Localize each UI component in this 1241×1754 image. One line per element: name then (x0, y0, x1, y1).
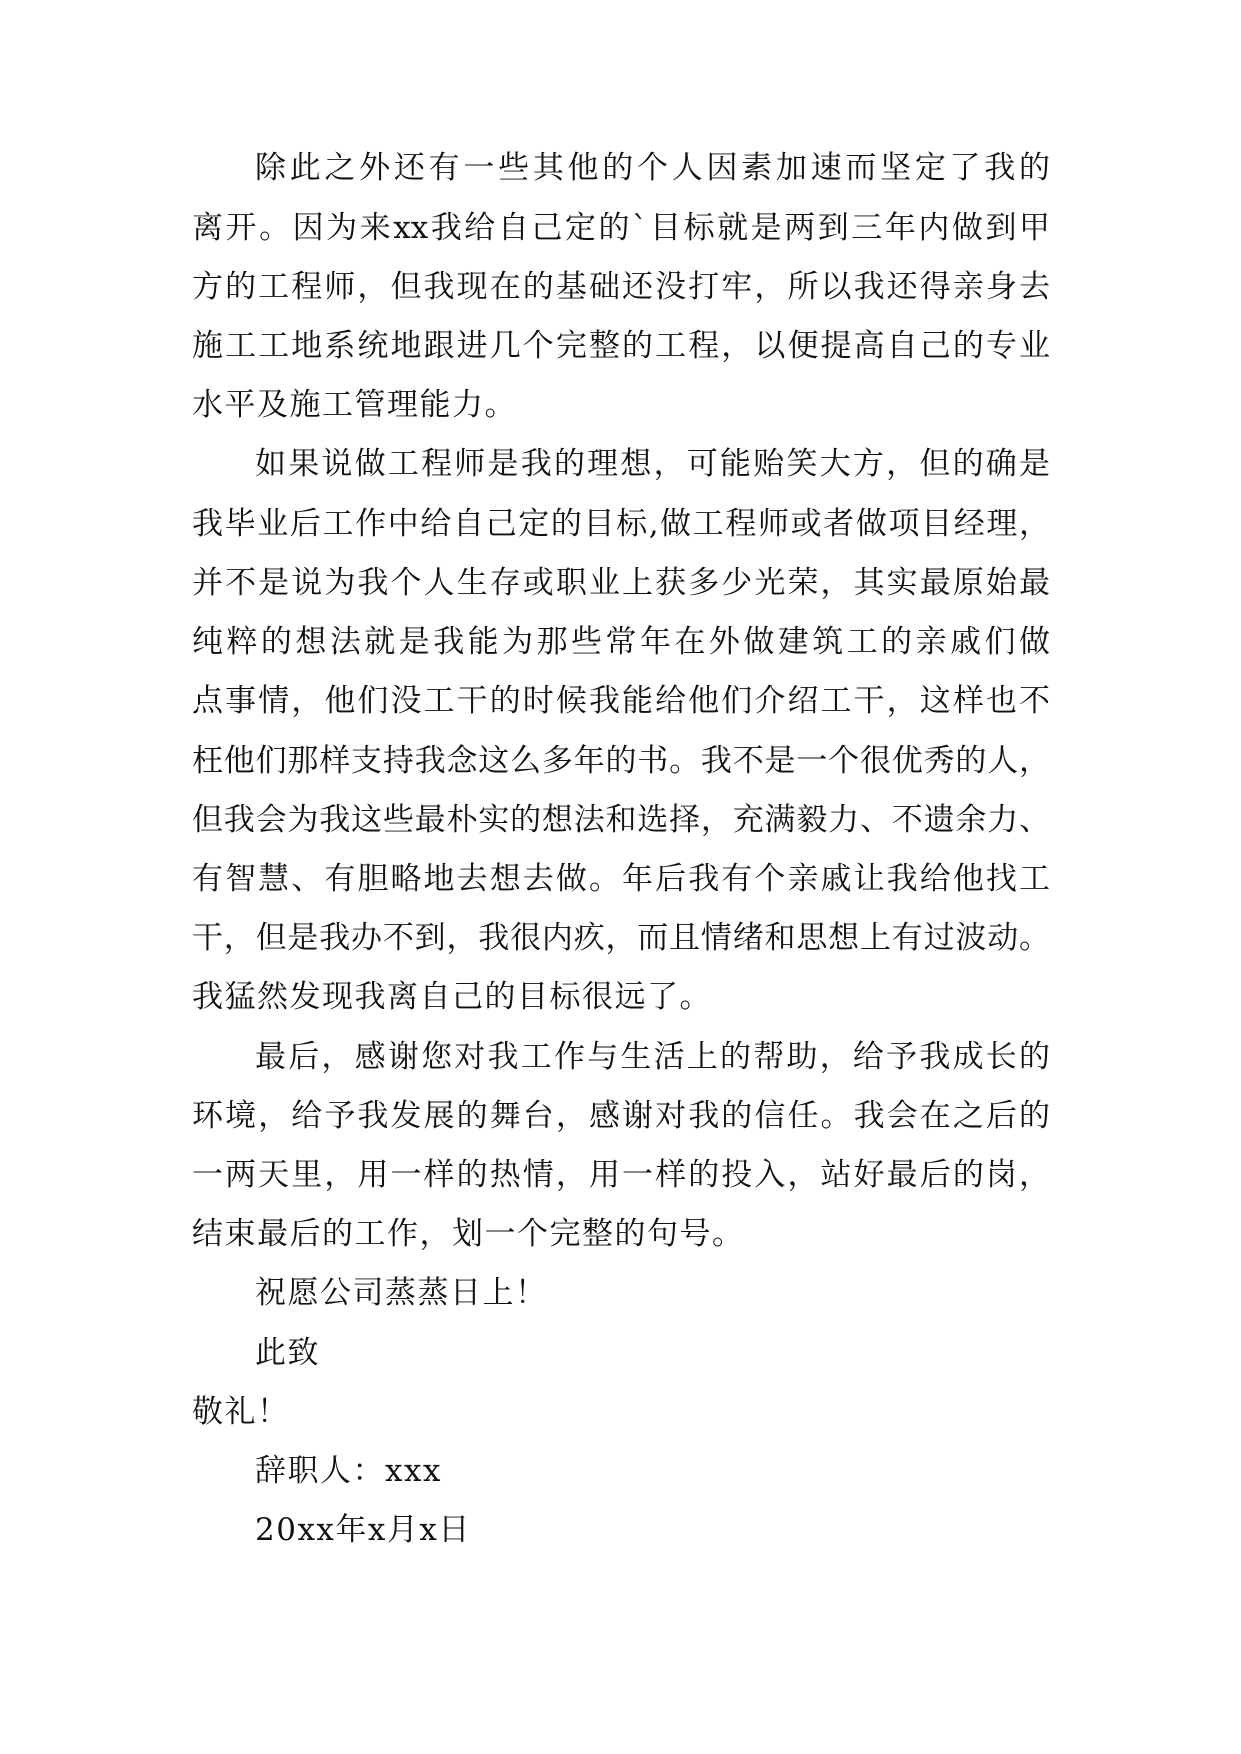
paragraph-line: 如果说做工程师是我的理想，可能贻笑大方，但的确是 (255, 446, 1050, 482)
paragraph-line: 点事情，他们没工干的时候我能给他们介绍工干，这样也不 (192, 683, 1050, 719)
paragraph-line: 结束最后的工作，划一个完整的句号。 (192, 1216, 745, 1252)
paragraph-line: 干，但是我办不到，我很内疚，而且情绪和思想上有过波动。 (192, 920, 1050, 956)
paragraph-line: 纯粹的想法就是我能为那些常年在外做建筑工的亲戚们做 (192, 624, 1050, 660)
closing-wish: 祝愿公司蒸蒸日上！ (255, 1275, 548, 1311)
paragraph-line: 有智慧、有胆略地去想去做。年后我有个亲戚让我给他找工 (192, 861, 1050, 897)
paragraph-line: 我猛然发现我离自己的目标很远了。 (192, 979, 712, 1015)
signature-line: 辞职人：xxx (255, 1453, 442, 1489)
paragraph-line: 枉他们那样支持我念这么多年的书。我不是一个很优秀的人， (192, 743, 1050, 779)
paragraph-line: 并不是说为我个人生存或职业上获多少光荣，其实最原始最 (192, 565, 1050, 601)
paragraph-line: 水平及施工管理能力。 (192, 387, 517, 423)
paragraph-line: 最后，感谢您对我工作与生活上的帮助，给予我成长的 (255, 1039, 1050, 1075)
paragraph-line: 一两天里，用一样的热情，用一样的投入，站好最后的岗， (192, 1157, 1050, 1193)
salutation-line: 此致 (255, 1335, 320, 1371)
paragraph-line: 离开。因为来xx我给自己定的`目标就是两到三年内做到甲 (192, 210, 1050, 246)
paragraph-line: 我毕业后工作中给自己定的目标,做工程师或者做项目经理， (192, 506, 1050, 542)
paragraph-line: 方的工程师，但我现在的基础还没打牢，所以我还得亲身去 (192, 269, 1050, 305)
salutation-closing: 敬礼！ (192, 1394, 290, 1430)
paragraph-line: 施工工地系统地跟进几个完整的工程，以便提高自己的专业 (192, 328, 1050, 364)
paragraph-line: 环境，给予我发展的舞台，感谢对我的信任。我会在之后的 (192, 1098, 1050, 1134)
paragraph-line: 除此之外还有一些其他的个人因素加速而坚定了我的 (255, 150, 1050, 186)
paragraph-line: 但我会为我这些最朴实的想法和选择，充满毅力、不遗余力、 (192, 802, 1050, 838)
date-line: 20xx年x月x日 (255, 1512, 471, 1548)
